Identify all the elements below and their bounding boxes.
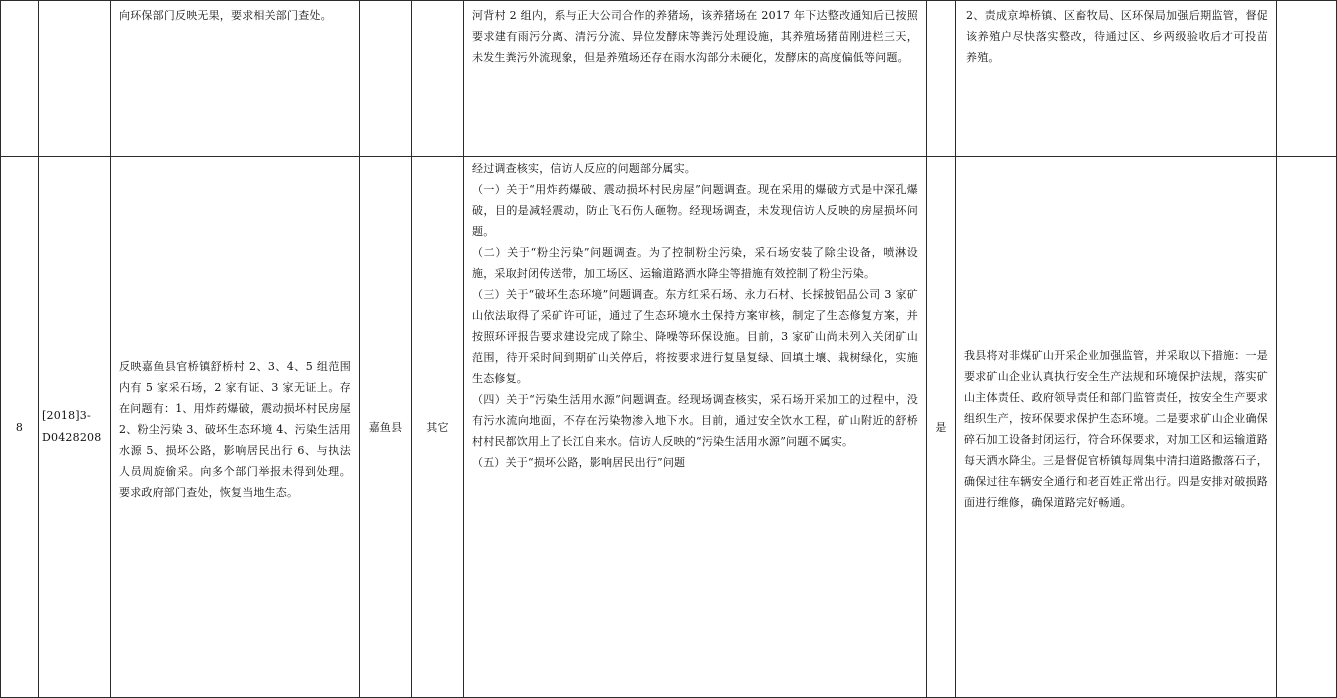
seq-number: 8 bbox=[15, 420, 24, 434]
case-number: [2018]3-D0428208 bbox=[42, 409, 102, 444]
table-row bbox=[1, 1, 1337, 157]
verified-cell bbox=[927, 1, 956, 157]
extra-cell bbox=[1277, 1, 1337, 157]
investigation-cell bbox=[464, 157, 927, 698]
complaint-text: 反映嘉鱼县官桥镇舒桥村 2、3、4、5 组范围内有 5 家采石场，2 家有证、3 家无证上。存在问题有：1、用炸药爆破，震动损坏村民房屋 2、粉尘污染 3、破坏生态环境 4、污染生活用水源 5、损坏公路，影响居民出行 6、与执法人员周旋偷采。向多个部门举报未得到处理。要求政府部门查处，恢复当地生态。 bbox=[119, 359, 351, 499]
case-no-cell bbox=[39, 1, 111, 157]
county-cell bbox=[360, 157, 412, 698]
complaint-cell bbox=[111, 157, 360, 698]
verified-cell bbox=[927, 157, 956, 698]
investigation-para: （四）关于“污染生活用水源”问题调查。经现场调查核实，采石场开采加工的过程中，没有污水流向地面，不存在污染物渗入地下水。目前，通过安全饮水工程，矿山附近的舒桥村村民都饮用上了长江自来水。信访人反映的“污染生活用水源”问题不属实。 bbox=[472, 393, 918, 448]
verified-flag: 是 bbox=[935, 420, 947, 434]
type-cell bbox=[412, 1, 464, 157]
investigation-para: （三）关于“破坏生态环境”问题调查。东方红采石场、永力石材、长採披铝品公司 3 家矿山依法取得了采矿许可证，通过了生态环境水土保持方案审核，制定了生态修复方案，并按照环评报告要求建设完成了除尘、降噪等环保设施。目前，3 家矿山尚未列入关闭矿山范围，待开采时间到期矿山关停后，将按要求进行复垦复绿、回填土壤、栽树绿化，实施生态修复。 bbox=[472, 288, 918, 385]
seq-cell bbox=[1, 1, 39, 157]
county-cell bbox=[360, 1, 412, 157]
type-cell bbox=[412, 157, 464, 698]
investigation-text: 河背村 2 组内，系与正大公司合作的养猪场，该养猪场在 2017 年下达整改通知后已按照要求建有雨污分离、清污分流、异位发酵床等粪污处理设施，其养殖场猪苗刚进栏三天，未发生粪污外流现象，但是养殖场还存在雨水沟部分未硬化，发酵床的高度偏低等问题。 bbox=[472, 9, 918, 64]
measures-cell bbox=[956, 1, 1277, 157]
investigation-para: 经过调查核实，信访人反应的问题部分属实。 bbox=[472, 162, 696, 175]
table-row bbox=[1, 157, 1337, 698]
measures-text: 我县将对非煤矿山开采企业加强监管，并采取以下措施：一是要求矿山企业认真执行安全生产法规和环境保护法规，落实矿山主体责任、政府领导责任和部门监管责任，按安全生产要求组织生产，按环保要求保护生态环境。二是要求矿山企业确保碎石加工设备封闭运行，符合环保要求，对加工区和运输道路每天洒水降尘。三是督促官桥镇每周集中清扫道路撒落石子，确保过往车辆安全通行和老百姓正常出行。四是安排对破损路面进行维修，确保道路完好畅通。 bbox=[964, 349, 1268, 509]
county-name: 嘉鱼县 bbox=[368, 420, 403, 434]
case-no-cell bbox=[39, 157, 111, 698]
extra-cell bbox=[1277, 157, 1337, 698]
complaint-cell bbox=[111, 1, 360, 157]
investigation-para: （五）关于“损坏公路，影响居民出行”问题 bbox=[472, 456, 686, 469]
issue-type: 其它 bbox=[426, 420, 449, 434]
investigation-para: （二）关于“粉尘污染”问题调查。为了控制粉尘污染，采石场安装了除尘设备，喷淋设施，采取封闭传送带，加工场区、运输道路洒水降尘等措施有效控制了粉尘污染。 bbox=[472, 246, 918, 280]
seq-cell bbox=[1, 157, 39, 698]
complaint-text: 向环保部门反映无果，要求相关部门查处。 bbox=[119, 9, 332, 22]
investigation-cell bbox=[464, 1, 927, 157]
investigation-para: （一）关于“用炸药爆破、震动损坏村民房屋”问题调查。现在采用的爆破方式是中深孔爆破，目的是减轻震动，防止飞石伤人砸物。经现场调查，未发现信访人反映的房屋损坏问题。 bbox=[472, 183, 918, 238]
measures-cell bbox=[956, 157, 1277, 698]
measures-text: 2、责成京埠桥镇、区畜牧局、区环保局加强后期监管，督促该养殖户尽快落实整改，待通过区、乡两级验收后才可投苗养殖。 bbox=[966, 9, 1268, 64]
